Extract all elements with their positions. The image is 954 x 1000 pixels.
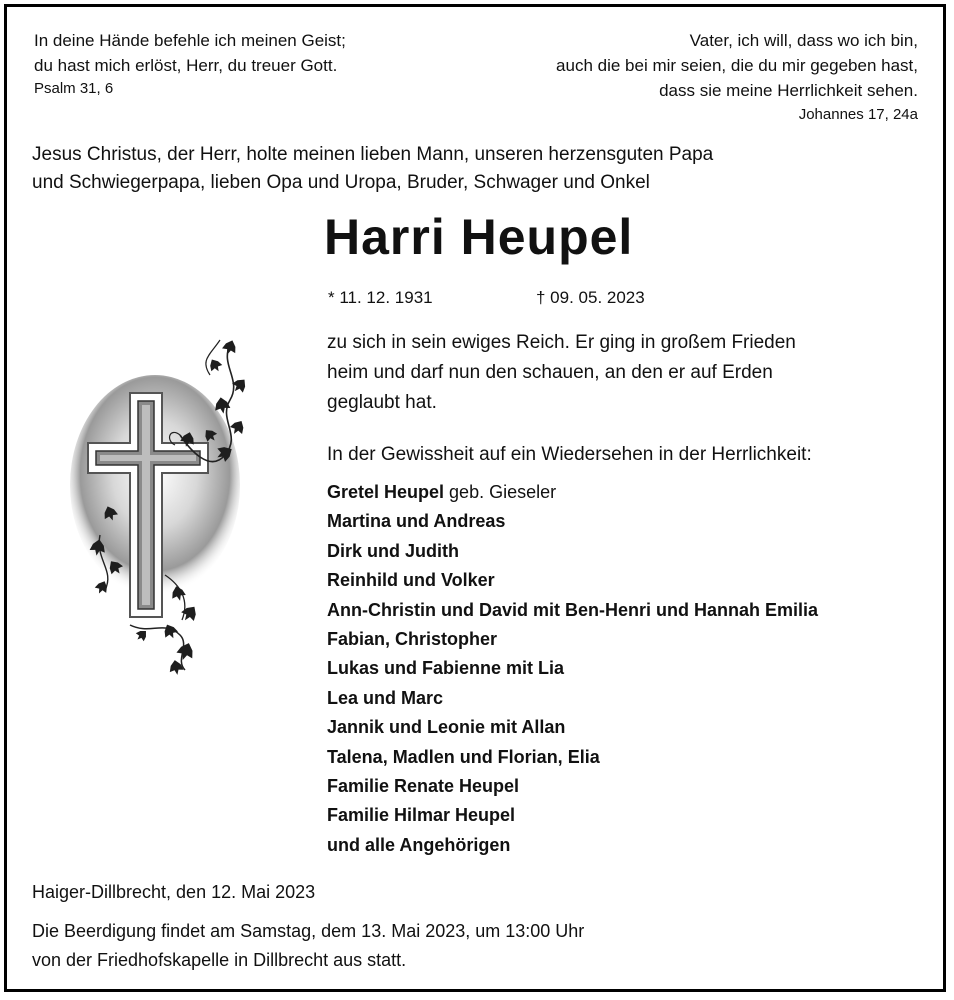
place-date: Haiger-Dillbrecht, den 12. Mai 2023 — [32, 882, 316, 902]
verse-right-line: Vater, ich will, dass wo ich bin, — [689, 31, 918, 50]
message-line: heim und darf nun den schauen, an den er auf Erden — [327, 362, 773, 383]
funeral-info — [32, 917, 584, 975]
verse-left-line: In deine Hände befehle ich meinen Geist; — [34, 31, 346, 50]
mourner-line: Familie Hilmar Heupel — [327, 805, 516, 826]
mourner-line: Ann-Christin und David mit Ben-Henri und Hannah Emilia — [327, 599, 819, 620]
mourner-line: Martina und Andreas — [327, 511, 506, 532]
hope-text: In der Gewissheit auf ein Wiedersehen in der Herrlichkeit: — [327, 444, 812, 465]
verse-left-reference: Psalm 31, 6 — [34, 80, 114, 97]
deceased-name: Harri Heupel — [324, 209, 634, 265]
mourner-line: Jannik und Leonie mit Allan — [327, 717, 566, 738]
verse-right-reference: Johannes 17, 24a — [798, 106, 918, 123]
mourners-list — [327, 478, 818, 860]
mourner-first-name: Gretel Heupel — [327, 482, 445, 502]
mourner-line: Lea und Marc — [327, 687, 444, 708]
mourner-line: Familie Renate Heupel — [327, 776, 520, 797]
message-line: geglaubt hat. — [327, 392, 437, 413]
mourner-line: Talena, Madlen und Florian, Elia — [327, 746, 600, 767]
intro-line: Jesus Christus, der Herr, holte meinen lieben Mann, unseren herzensguten Papa — [32, 144, 714, 165]
birth-date: * 11. 12. 1931 — [328, 288, 433, 307]
mourner-line: Dirk und Judith — [327, 540, 459, 561]
verse-left — [34, 28, 346, 78]
mourner-line: Lukas und Fabienne mit Lia — [327, 658, 565, 679]
verse-right-line: auch die bei mir seien, die du mir gegeben hast, — [556, 56, 918, 75]
mourner-first-note: geb. Gieseler — [444, 482, 557, 502]
funeral-line: Die Beerdigung findet am Samstag, dem 13. Mai 2023, um 13:00 Uhr — [32, 921, 585, 941]
death-date: † 09. 05. 2023 — [536, 288, 645, 307]
mourner-line: und alle Angehörigen — [327, 834, 511, 855]
verse-right — [556, 28, 918, 103]
verse-left-line: du hast mich erlöst, Herr, du treuer Gott. — [34, 56, 338, 75]
mourner-line — [327, 478, 818, 507]
message-text — [327, 328, 796, 418]
verse-right-line: dass sie meine Herrlichkeit sehen. — [659, 81, 918, 100]
intro-text — [32, 141, 713, 197]
intro-line: und Schwiegerpapa, lieben Opa und Uropa, Bruder, Schwager und Onkel — [32, 172, 650, 193]
cross-with-ivy-icon — [70, 335, 280, 685]
mourner-line: Reinhild und Volker — [327, 570, 495, 591]
funeral-line: von der Friedhofskapelle in Dillbrecht aus statt. — [32, 950, 407, 970]
message-line: zu sich in sein ewiges Reich. Er ging in großem Frieden — [327, 332, 796, 353]
mourner-line: Fabian, Christopher — [327, 629, 498, 650]
